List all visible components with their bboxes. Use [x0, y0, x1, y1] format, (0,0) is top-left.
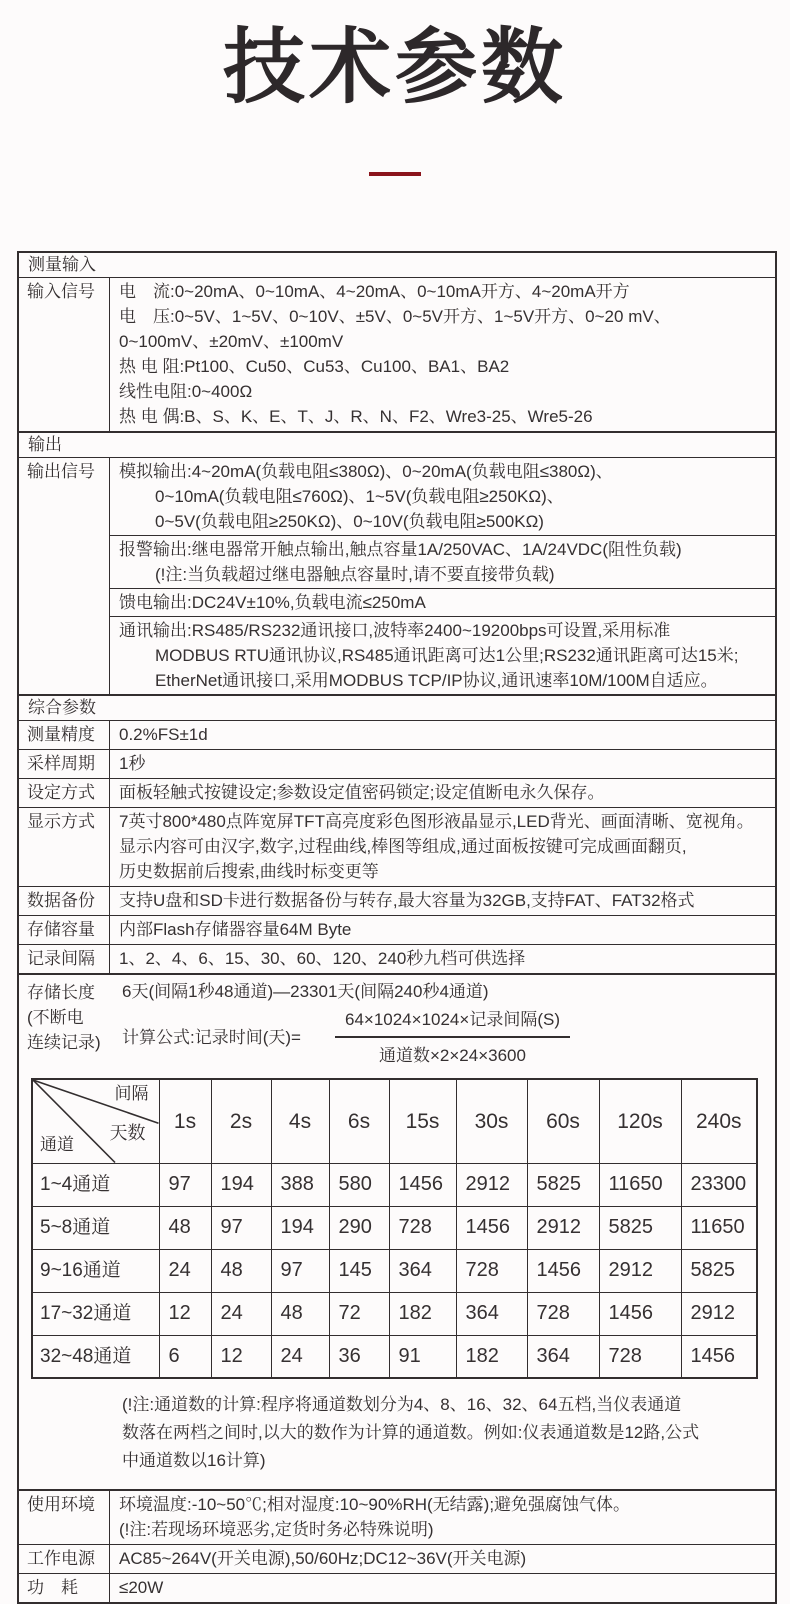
- spec-row-interval: [19, 944, 775, 973]
- row-header: 32~48通道: [32, 1335, 159, 1378]
- analog-output-cell: [110, 458, 775, 535]
- cell-value: 1456: [527, 1249, 599, 1292]
- text-line: (!注:通道数的计算:程序将通道数划分为4、8、16、32、64五档,当仪表通道: [122, 1395, 682, 1414]
- spec-row-setting: [19, 778, 775, 807]
- text-line: 热 电 阻:Pt100、Cu50、Cu53、Cu100、BA1、BA2: [119, 357, 510, 376]
- corner-label-interval: 间隔: [114, 1084, 149, 1103]
- cell-value: 2912: [456, 1163, 527, 1206]
- cell-value: 6: [159, 1335, 211, 1378]
- row-content: [110, 1491, 775, 1544]
- text-line: 环境温度:-10~50℃;相对湿度:10~90%RH(无结露);避免强腐蚀气体。: [119, 1495, 631, 1514]
- cell-value: 24: [211, 1292, 271, 1335]
- row-label: 使用环境: [19, 1491, 110, 1544]
- cell-value: 97: [271, 1249, 329, 1292]
- row-header: 9~16通道: [32, 1249, 159, 1292]
- cell-value: 1456: [456, 1206, 527, 1249]
- row-label: 功 耗: [19, 1574, 110, 1602]
- cell-value: 580: [329, 1163, 389, 1206]
- text-line: 连续记录): [27, 1033, 101, 1052]
- cell-value: 194: [211, 1163, 271, 1206]
- cell-value: 12: [211, 1335, 271, 1378]
- corner-label-channels: 通道: [40, 1134, 74, 1154]
- formula-numerator: 64×1024×1024×记录间隔(S): [335, 1007, 570, 1038]
- row-label: 采样周期: [19, 750, 110, 778]
- cell-value: 728: [599, 1335, 681, 1378]
- cell-value: 1456: [389, 1163, 456, 1206]
- cell-value: 72: [329, 1292, 389, 1335]
- storage-note: [122, 1391, 761, 1475]
- text-line: 中通道数以16计算): [122, 1451, 266, 1470]
- row-header: 5~8通道: [32, 1206, 159, 1249]
- cell-value: 24: [159, 1249, 211, 1292]
- text-line: 历史数据前后搜索,曲线时标变更等: [119, 862, 379, 881]
- text-line: (不断电: [27, 1008, 84, 1027]
- column-header: 1s: [159, 1079, 211, 1163]
- spec-row-display: [19, 807, 775, 886]
- text-line: 存储长度: [27, 983, 95, 1002]
- table-row: [32, 1206, 757, 1249]
- row-content: 面板轻触式按键设定;参数设定值密码锁定;设定值断电永久保存。: [119, 783, 605, 802]
- section-title: 测量输入: [28, 255, 96, 274]
- cell-value: 1456: [599, 1292, 681, 1335]
- cell-value: 364: [389, 1249, 456, 1292]
- text-line: 热 电 偶:B、S、K、E、T、J、R、N、F2、Wre3-25、Wre5-26: [119, 407, 593, 426]
- row-content: [110, 808, 775, 886]
- cell-value: 91: [389, 1335, 456, 1378]
- page-title: 技术参数: [222, 22, 567, 113]
- formula-fraction: [335, 1007, 570, 1068]
- cell-value: 48: [271, 1292, 329, 1335]
- row-label: 显示方式: [19, 808, 110, 886]
- output-subcells: [110, 458, 775, 694]
- corner-label-days: 天数: [109, 1123, 146, 1143]
- text-line: 线性电阻:0~400Ω: [119, 382, 253, 401]
- column-header: 6s: [329, 1079, 389, 1163]
- row-label: 测量精度: [19, 721, 110, 749]
- cell-value: 12: [159, 1292, 211, 1335]
- row-label: 工作电源: [19, 1545, 110, 1573]
- row-content: 1秒: [119, 754, 146, 773]
- text-line: 0~10mA(负载电阻≤760Ω)、1~5V(负载电阻≥250KΩ)、: [155, 487, 564, 506]
- cell-value: 48: [211, 1249, 271, 1292]
- row-content: ≤20W: [119, 1578, 164, 1597]
- cell-value: 24: [271, 1335, 329, 1378]
- red-divider-line: [369, 172, 421, 176]
- diagonal-header-cell: [32, 1079, 159, 1163]
- text-line: (!注:若现场环境恶劣,定货时务必特殊说明): [119, 1520, 434, 1539]
- section-row-output: [19, 431, 775, 457]
- cell-value: 364: [456, 1292, 527, 1335]
- spec-row-backup: [19, 886, 775, 915]
- table-row: [32, 1335, 757, 1378]
- spec-row-output-signal: [19, 457, 775, 694]
- spec-row-sampling: [19, 749, 775, 778]
- cell-value: 182: [389, 1292, 456, 1335]
- spec-row-capacity: [19, 915, 775, 944]
- cell-value: 182: [456, 1335, 527, 1378]
- section-title: 输出: [28, 435, 62, 454]
- section-row-measure-input: [19, 253, 775, 277]
- cell-value: 11650: [681, 1206, 757, 1249]
- table-header-row: [32, 1079, 757, 1163]
- text-line: 模拟输出:4~20mA(负载电阻≤380Ω)、0~20mA(负载电阻≤380Ω)、: [119, 462, 613, 481]
- cell-value: 145: [329, 1249, 389, 1292]
- cell-value: 5825: [681, 1249, 757, 1292]
- text-line: 报警输出:继电器常开触点输出,触点容量1A/250VAC、1A/24VDC(阻性负载): [119, 540, 682, 559]
- row-content: [110, 278, 775, 431]
- row-content: AC85~264V(开关电源),50/60Hz;DC12~36V(开关电源): [119, 1549, 527, 1568]
- column-header: 120s: [599, 1079, 681, 1163]
- text-line: (!注:当负载超过继电器触点容量时,请不要直接带负载): [155, 565, 555, 584]
- spec-row-power: [19, 1544, 775, 1573]
- cell-value: 290: [329, 1206, 389, 1249]
- cell-value: 2912: [681, 1292, 757, 1335]
- formula-denominator: 通道数×2×24×3600: [379, 1046, 526, 1065]
- text-line: 数落在两档之间时,以大的数作为计算的通道数。例如:仪表通道数是12路,公式: [122, 1423, 700, 1442]
- cell-value: 194: [271, 1206, 329, 1249]
- text-line: 电 流:0~20mA、0~10mA、4~20mA、0~10mA开方、4~20mA开方: [119, 282, 630, 301]
- row-label: 存储容量: [19, 916, 110, 944]
- row-header: 1~4通道: [32, 1163, 159, 1206]
- cell-value: 36: [329, 1335, 389, 1378]
- cell-value: 388: [271, 1163, 329, 1206]
- text-line: 通讯输出:RS485/RS232通讯接口,波特率2400~19200bps可设置,采用标准: [119, 621, 671, 640]
- cell-value: 728: [389, 1206, 456, 1249]
- cell-value: 364: [527, 1335, 599, 1378]
- storage-formula: [122, 1007, 775, 1068]
- storage-headline: 6天(间隔1秒48通道)—23301天(间隔240秒4通道): [122, 982, 489, 1001]
- cell-value: 2912: [599, 1249, 681, 1292]
- cell-value: 97: [211, 1206, 271, 1249]
- row-label: 设定方式: [19, 779, 110, 807]
- cell-value: 5825: [527, 1163, 599, 1206]
- column-header: 240s: [681, 1079, 757, 1163]
- comm-output-cell: [110, 616, 775, 694]
- text-line: EtherNet通讯接口,采用MODBUS TCP/IP协议,通讯速率10M/100M自适应。: [155, 671, 718, 690]
- storage-label: [27, 980, 115, 1055]
- row-content: 支持U盘和SD卡进行数据备份与转存,最大容量为32GB,支持FAT、FAT32格式: [119, 891, 695, 910]
- cell-value: 1456: [681, 1335, 757, 1378]
- storage-length-block: [19, 973, 775, 1489]
- column-header: 2s: [211, 1079, 271, 1163]
- column-header: 60s: [527, 1079, 599, 1163]
- column-header: 30s: [456, 1079, 527, 1163]
- text-line: 0~5V(负载电阻≥250KΩ)、0~10V(负载电阻≥500KΩ): [155, 512, 544, 531]
- row-content: 0.2%FS±1d: [119, 725, 208, 744]
- text-line: 电 压:0~5V、1~5V、0~10V、±5V、0~5V开方、1~5V开方、0~20 mV、: [119, 307, 671, 326]
- cell-value: 97: [159, 1163, 211, 1206]
- text-line: 0~100mV、±20mV、±100mV: [119, 332, 344, 351]
- cell-value: 2912: [527, 1206, 599, 1249]
- table-row: [32, 1292, 757, 1335]
- spec-table: [17, 251, 777, 1604]
- cell-value: 5825: [599, 1206, 681, 1249]
- row-header: 17~32通道: [32, 1292, 159, 1335]
- table-row: [32, 1249, 757, 1292]
- row-label: 输入信号: [19, 278, 110, 431]
- row-label: 输出信号: [19, 458, 110, 694]
- cell-value: 728: [456, 1249, 527, 1292]
- row-label: 数据备份: [19, 887, 110, 915]
- cell-value: 728: [527, 1292, 599, 1335]
- section-row-general: [19, 694, 775, 720]
- table-row: [32, 1163, 757, 1206]
- spec-row-consumption: [19, 1573, 775, 1602]
- spec-row-environment: [19, 1489, 775, 1544]
- formula-prefix: 计算公式:记录时间(天)=: [122, 1028, 301, 1047]
- storage-days-table: [31, 1078, 758, 1379]
- text-line: MODBUS RTU通讯协议,RS485通讯距离可达1公里;RS232通讯距离可达15米;: [155, 646, 739, 665]
- feed-output-cell: [110, 588, 775, 616]
- cell-value: 48: [159, 1206, 211, 1249]
- column-header: 15s: [389, 1079, 456, 1163]
- section-title: 综合参数: [28, 698, 96, 717]
- spec-row-accuracy: [19, 720, 775, 749]
- alarm-output-cell: [110, 535, 775, 588]
- row-content: 1、2、4、6、15、30、60、120、240秒九档可供选择: [119, 949, 526, 968]
- spec-row-input-signal: [19, 277, 775, 431]
- text-line: 显示内容可由汉字,数字,过程曲线,棒图等组成,通过面板按键可完成画面翻页,: [119, 837, 687, 856]
- text-line: 馈电输出:DC24V±10%,负载电流≤250mA: [119, 593, 426, 612]
- column-header: 4s: [271, 1079, 329, 1163]
- text-line: 7英寸800*480点阵宽屏TFT高亮度彩色图形液晶显示,LED背光、画面清晰、宽视角。: [119, 812, 754, 831]
- cell-value: 23300: [681, 1163, 757, 1206]
- cell-value: 11650: [599, 1163, 681, 1206]
- row-content: 内部Flash存储器容量64M Byte: [119, 920, 352, 939]
- row-label: 记录间隔: [19, 945, 110, 973]
